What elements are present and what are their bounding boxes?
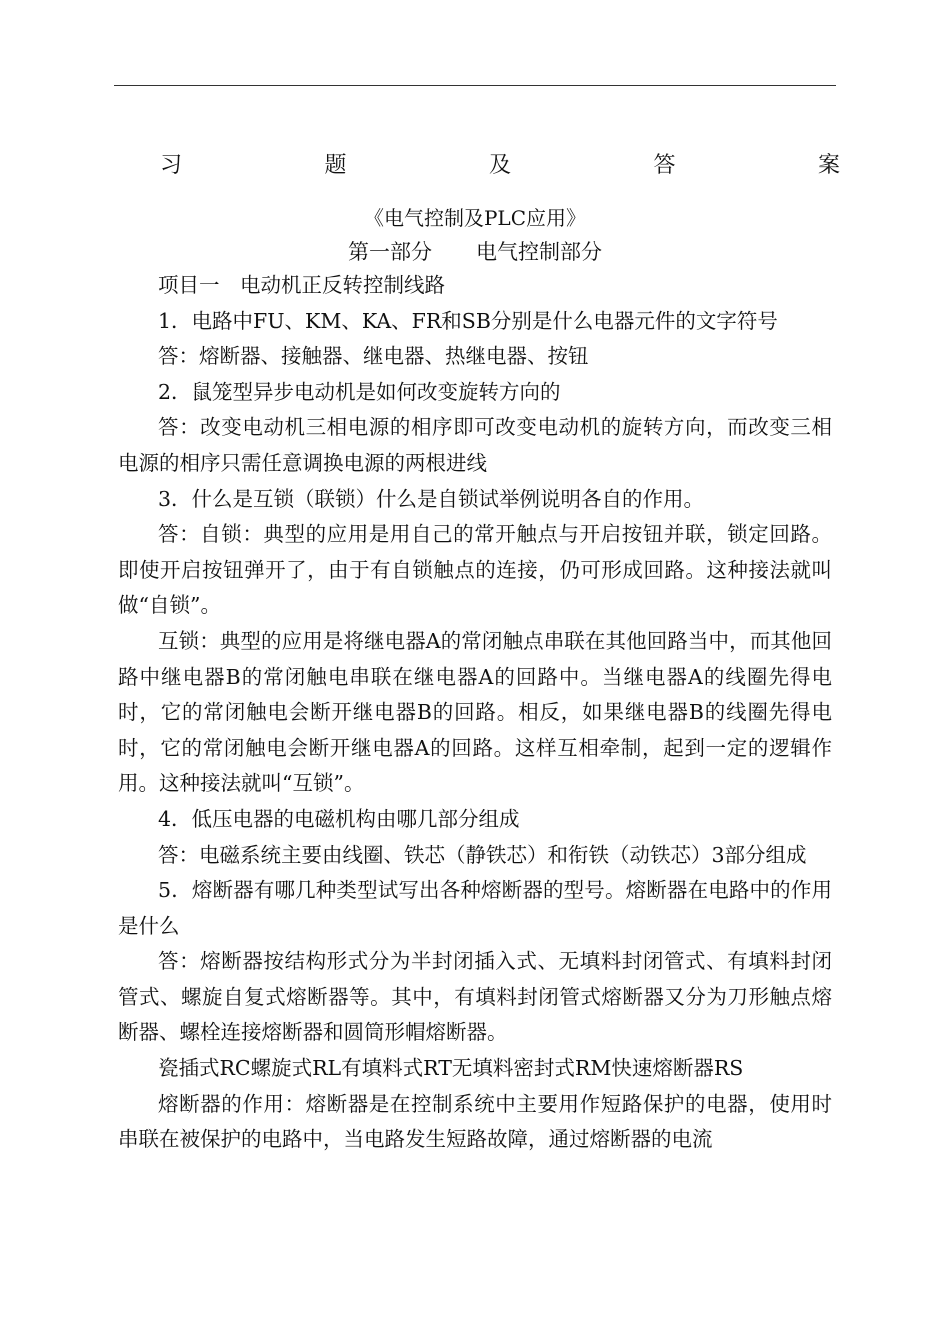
heading-char: 及 [488, 153, 511, 178]
part-number: 第一部分 [348, 240, 432, 264]
header-rule [114, 85, 836, 86]
answer: 答：改变电动机三相电源的相序即可改变电动机的旋转方向，而改变三相电源的相序只需任意调换电源的两根进线 [118, 415, 832, 475]
heading-char: 答 [653, 153, 676, 178]
part-title [118, 236, 832, 266]
question: 2．鼠笼型异步电动机是如何改变旋转方向的 [158, 379, 561, 404]
answer: 答：电磁系统主要由线圈、铁芯（静铁芯）和衔铁（动铁芯）3部分组成 [158, 842, 807, 867]
page-heading [160, 148, 840, 179]
answer: 答：自锁：典型的应用是用自己的常开触点与开启按钮并联，锁定回路。即使开启按钮弹开了，由于有自锁触点的连接，仍可形成回路。这种接法就叫做“自锁”。 [118, 522, 832, 618]
answer: 答：熔断器、接触器、继电器、热继电器、按钮 [158, 344, 589, 369]
question: 1．电路中FU、KM、KA、FR和SB分别是什么电器元件的文字符号 [158, 308, 778, 333]
answer: 答：熔断器按结构形式分为半封闭插入式、无填料封闭管式、有填料封闭管式、螺旋自复式熔断器等。其中，有填料封闭管式熔断器又分为刀形触点熔断器、螺栓连接熔断器和圆筒形帽熔断器。 [118, 949, 832, 1045]
answer-continued: 瓷插式RC螺旋式RL有填料式RT无填料密封式RM快速熔断器RS [158, 1056, 744, 1081]
question: 3．什么是互锁（联锁）什么是自锁试举例说明各自的作用。 [158, 486, 705, 511]
body-text [118, 268, 832, 1158]
question: 4．低压电器的电磁机构由哪几部分组成 [158, 806, 520, 831]
section-heading: 项目一 电动机正反转控制线路 [158, 273, 445, 297]
answer-continued: 熔断器的作用：熔断器是在控制系统中主要用作短路保护的电器，使用时串联在被保护的电路中，当电路发生短路故障，通过熔断器的电流 [118, 1091, 832, 1152]
part-name: 电气控制部分 [476, 240, 602, 264]
heading-char: 案 [817, 153, 840, 178]
heading-char: 题 [324, 153, 347, 178]
heading-char: 习 [160, 153, 183, 178]
question: 5．熔断器有哪几种类型试写出各种熔断器的型号。熔断器在电路中的作用是什么 [118, 878, 832, 938]
book-title: 《电气控制及PLC应用》 [363, 206, 587, 230]
answer-continued: 互锁：典型的应用是将继电器A的常闭触点串联在其他回路当中，而其他回路中继电器B的常闭触电串联在继电器A的回路中。当继电器A的线圈先得电时，它的常闭触电会断开继电器B的回路。相反，如果继电器B的线圈先得电时，它的常闭触电会断开继电器A的回路。这样互相牵制，起到一定的逻辑作用。这种接法就叫“互锁”。 [118, 628, 832, 796]
